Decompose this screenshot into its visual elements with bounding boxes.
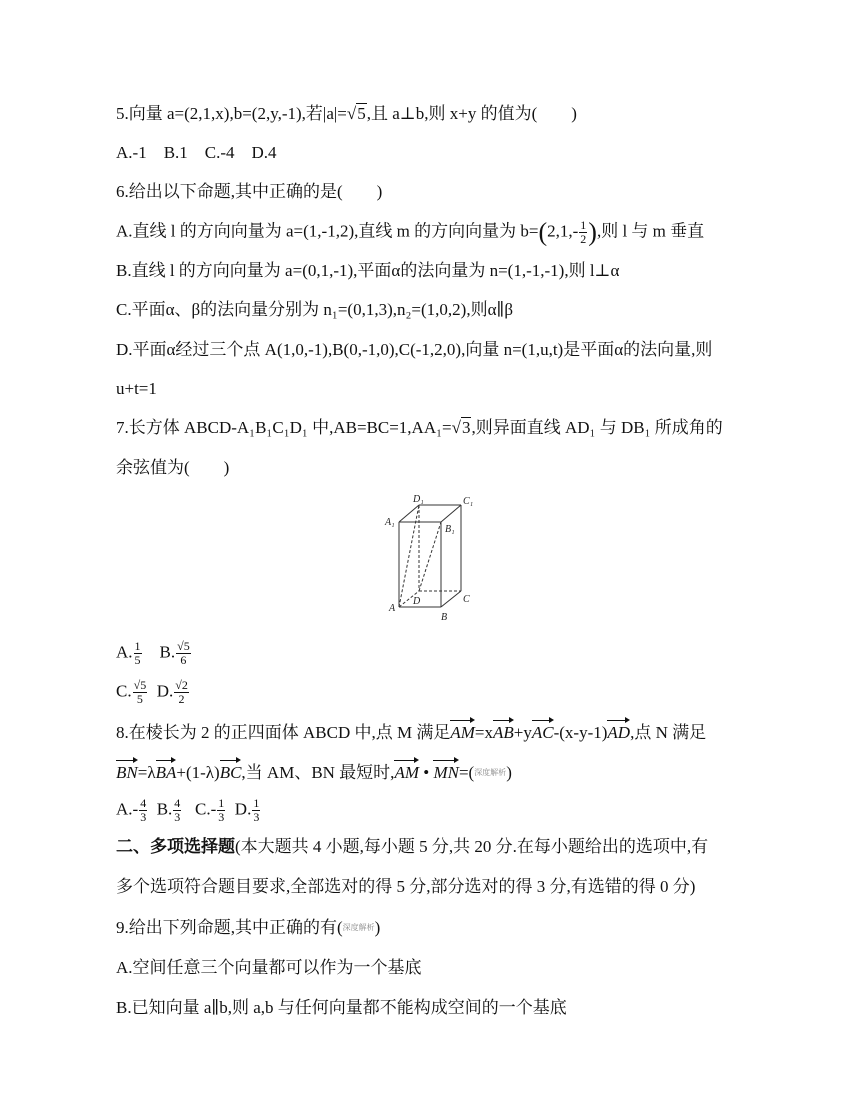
q8-plus-y: +y: [513, 723, 532, 742]
q7-a-num: 1: [134, 639, 141, 653]
q8-l1-a: 8.在棱长为 2 的正四面体 ABCD 中,点 M 满足: [116, 723, 451, 742]
q5-stem: [116, 103, 577, 125]
q6-stem: 6.给出以下命题,其中正确的是( ): [116, 182, 383, 201]
q5-stem-b: ,且 a⊥b,则 x+y 的值为( ): [366, 104, 577, 123]
q6-option-a: A.直线 l 的方向向量为 a=(1,-1,2),直线 m 的方向向量为 b=(2,1,- $\frac{1}{2}$ ),则 l 与 m 垂直: [116, 217, 705, 247]
vector-MN: MN: [433, 758, 459, 784]
vector-AC: AC: [532, 718, 554, 744]
vector-BA: BA: [156, 758, 177, 784]
section2-desc1: (本大题共 4 小题,每小题 5 分,共 20 分.在每小题给出的选项中,有: [235, 837, 709, 856]
label-D: D: [413, 596, 421, 607]
q7-stem-a: 7.长方体 ABCD-A₁B₁C₁D₁ 中,AB=BC=1,AA₁=: [116, 418, 452, 437]
q6-a-pre: A.直线 l 的方向向量为 a=(1,-1,2),直线 m 的方向向量为 b=: [116, 221, 539, 241]
cuboid-figure: [384, 492, 484, 626]
label-C: C: [463, 594, 470, 605]
q9-option-b: B.已知向量 a∥b,则 a,b 与任何向量都不能构成空间的一个基底: [116, 998, 567, 1017]
fraction-sqrt2-over-2: $\frac{√2}{2}$: [175, 678, 188, 706]
q5-options: A.-1 B.1 C.-4 D.4: [116, 143, 277, 162]
fraction-sqrt5-over-5: $\frac{√5}{5}$: [133, 678, 147, 706]
fraction-one-fifth: [134, 640, 142, 667]
q6-a-vector: 2,1,-: [547, 221, 579, 241]
q9-option-a: A.空间任意三个向量都可以作为一个基底: [116, 958, 422, 977]
q8-c-num: 1: [218, 796, 225, 810]
q7-option-b: B.: [159, 642, 176, 662]
q7-options-cd: [116, 679, 190, 706]
label-B: B: [441, 612, 448, 623]
watermark-label-2: 深度解析: [342, 923, 375, 932]
vector-AB: AB: [493, 718, 514, 744]
q7-options-ab: [116, 640, 192, 667]
watermark-label: 深度解析: [474, 768, 507, 777]
q8-option-a: A.-: [116, 799, 139, 819]
q8-option-b: B.: [156, 799, 173, 819]
q8-stem-line2: [116, 758, 512, 784]
q7-d-rad: 2: [181, 678, 188, 692]
q7-b-rad: 5: [183, 639, 190, 653]
q6-option-c: C.平面α、β的法向量分别为 n₁=(0,1,3),n₂=(1,0,2),则α∥β: [116, 300, 513, 319]
q9-close: ): [374, 918, 381, 937]
q7-stem-line1: [116, 417, 723, 439]
label-B1: B₁: [445, 524, 455, 535]
q5-stem-a: 5.向量 a=(2,1,x),b=(2,y,-1),若|a|=: [116, 104, 347, 123]
q8-option-d: D.: [234, 799, 252, 819]
q8-l1-b: ,点 N 满足: [630, 723, 707, 742]
fraction-one-half: $\frac{1}{2}$: [580, 218, 587, 246]
q8-a-num: 4: [140, 796, 147, 810]
q8-stem-line1: [116, 718, 706, 744]
q7-option-a: A.: [116, 642, 133, 662]
q6-option-b: B.直线 l 的方向向量为 a=(0,1,-1),平面α的法向量为 n=(1,-1,-1),则 l⊥α: [116, 261, 620, 280]
q8-b-den: 3: [174, 810, 181, 824]
q8-l2-a: =λ: [137, 763, 156, 782]
q9-stem: [116, 917, 380, 939]
q8-minus: -(x-y-1): [553, 723, 608, 742]
q7-a-den: 5: [134, 653, 141, 667]
vector-BC: BC: [220, 758, 242, 784]
section2-line2: 多个选项符合题目要求,全部选对的得 5 分,部分选对的得 3 分,有选错的得 0 分): [116, 877, 696, 896]
q8-l2-c: ,当 AM、BN 最短时,: [241, 763, 395, 782]
q8-c-den: 3: [218, 810, 225, 824]
q7-c-rad: 5: [140, 678, 147, 692]
q7-c-den: 5: [136, 692, 143, 706]
fraction-sqrt5-over-6: $\frac{√5}{6}$: [177, 639, 190, 667]
q8-l2-b: +(1-λ): [176, 763, 220, 782]
fraction-1-3-neg: [217, 797, 225, 824]
q7-b-den: 6: [180, 653, 187, 667]
q8-options: [116, 797, 261, 824]
vector-BN: BN: [116, 758, 138, 784]
q7-stem-line2: 余弦值为( ): [116, 458, 230, 477]
q8-close: ): [506, 763, 512, 782]
q8-option-c: C.-: [195, 799, 217, 819]
q7-option-d: D.: [156, 681, 174, 701]
q6-option-d-line2: u+t=1: [116, 379, 157, 398]
q8-l2-d: =(: [458, 763, 475, 782]
q6-a-post: ,则 l 与 m 垂直: [596, 221, 705, 241]
label-A1: A₁: [385, 517, 395, 528]
sqrt-five-radicand: 5: [357, 104, 366, 123]
q7-stem-b: ,则异面直线 AD₁ 与 DB₁ 所成角的: [471, 418, 723, 437]
vector-AM: AM: [450, 718, 475, 744]
q7-d-den: 2: [178, 692, 185, 706]
q9-stem-text: 9.给出下列命题,其中正确的有(: [116, 918, 343, 937]
q8-b-num: 4: [174, 796, 181, 810]
label-D1: D₁: [413, 494, 424, 505]
vector-AM-2: AM: [394, 758, 419, 784]
sqrt-three: √3: [451, 418, 471, 437]
fraction-4-3-neg: [139, 797, 147, 824]
q8-eq: =x: [474, 723, 493, 742]
q8-dot: •: [418, 763, 434, 782]
q6-option-d-line1: D.平面α经过三个点 A(1,0,-1),B(0,-1,0),C(-1,2,0),向量 n=(1,u,t)是平面α的法向量,则: [116, 340, 713, 359]
vector-AD: AD: [607, 718, 630, 744]
q8-d-num: 1: [253, 796, 260, 810]
section2-heading: 二、多项选择题: [116, 837, 235, 856]
label-C1: C₁: [463, 496, 474, 507]
sqrt-three-radicand: 3: [461, 418, 471, 437]
q8-a-den: 3: [140, 810, 147, 824]
section2-line1: [116, 836, 708, 858]
label-A: A: [389, 603, 396, 614]
sqrt-five: √5: [346, 104, 366, 123]
q7-option-c: C.: [116, 681, 132, 701]
fraction-4-3: [173, 797, 181, 824]
q8-d-den: 3: [253, 810, 260, 824]
fraction-1-3: [252, 797, 260, 824]
